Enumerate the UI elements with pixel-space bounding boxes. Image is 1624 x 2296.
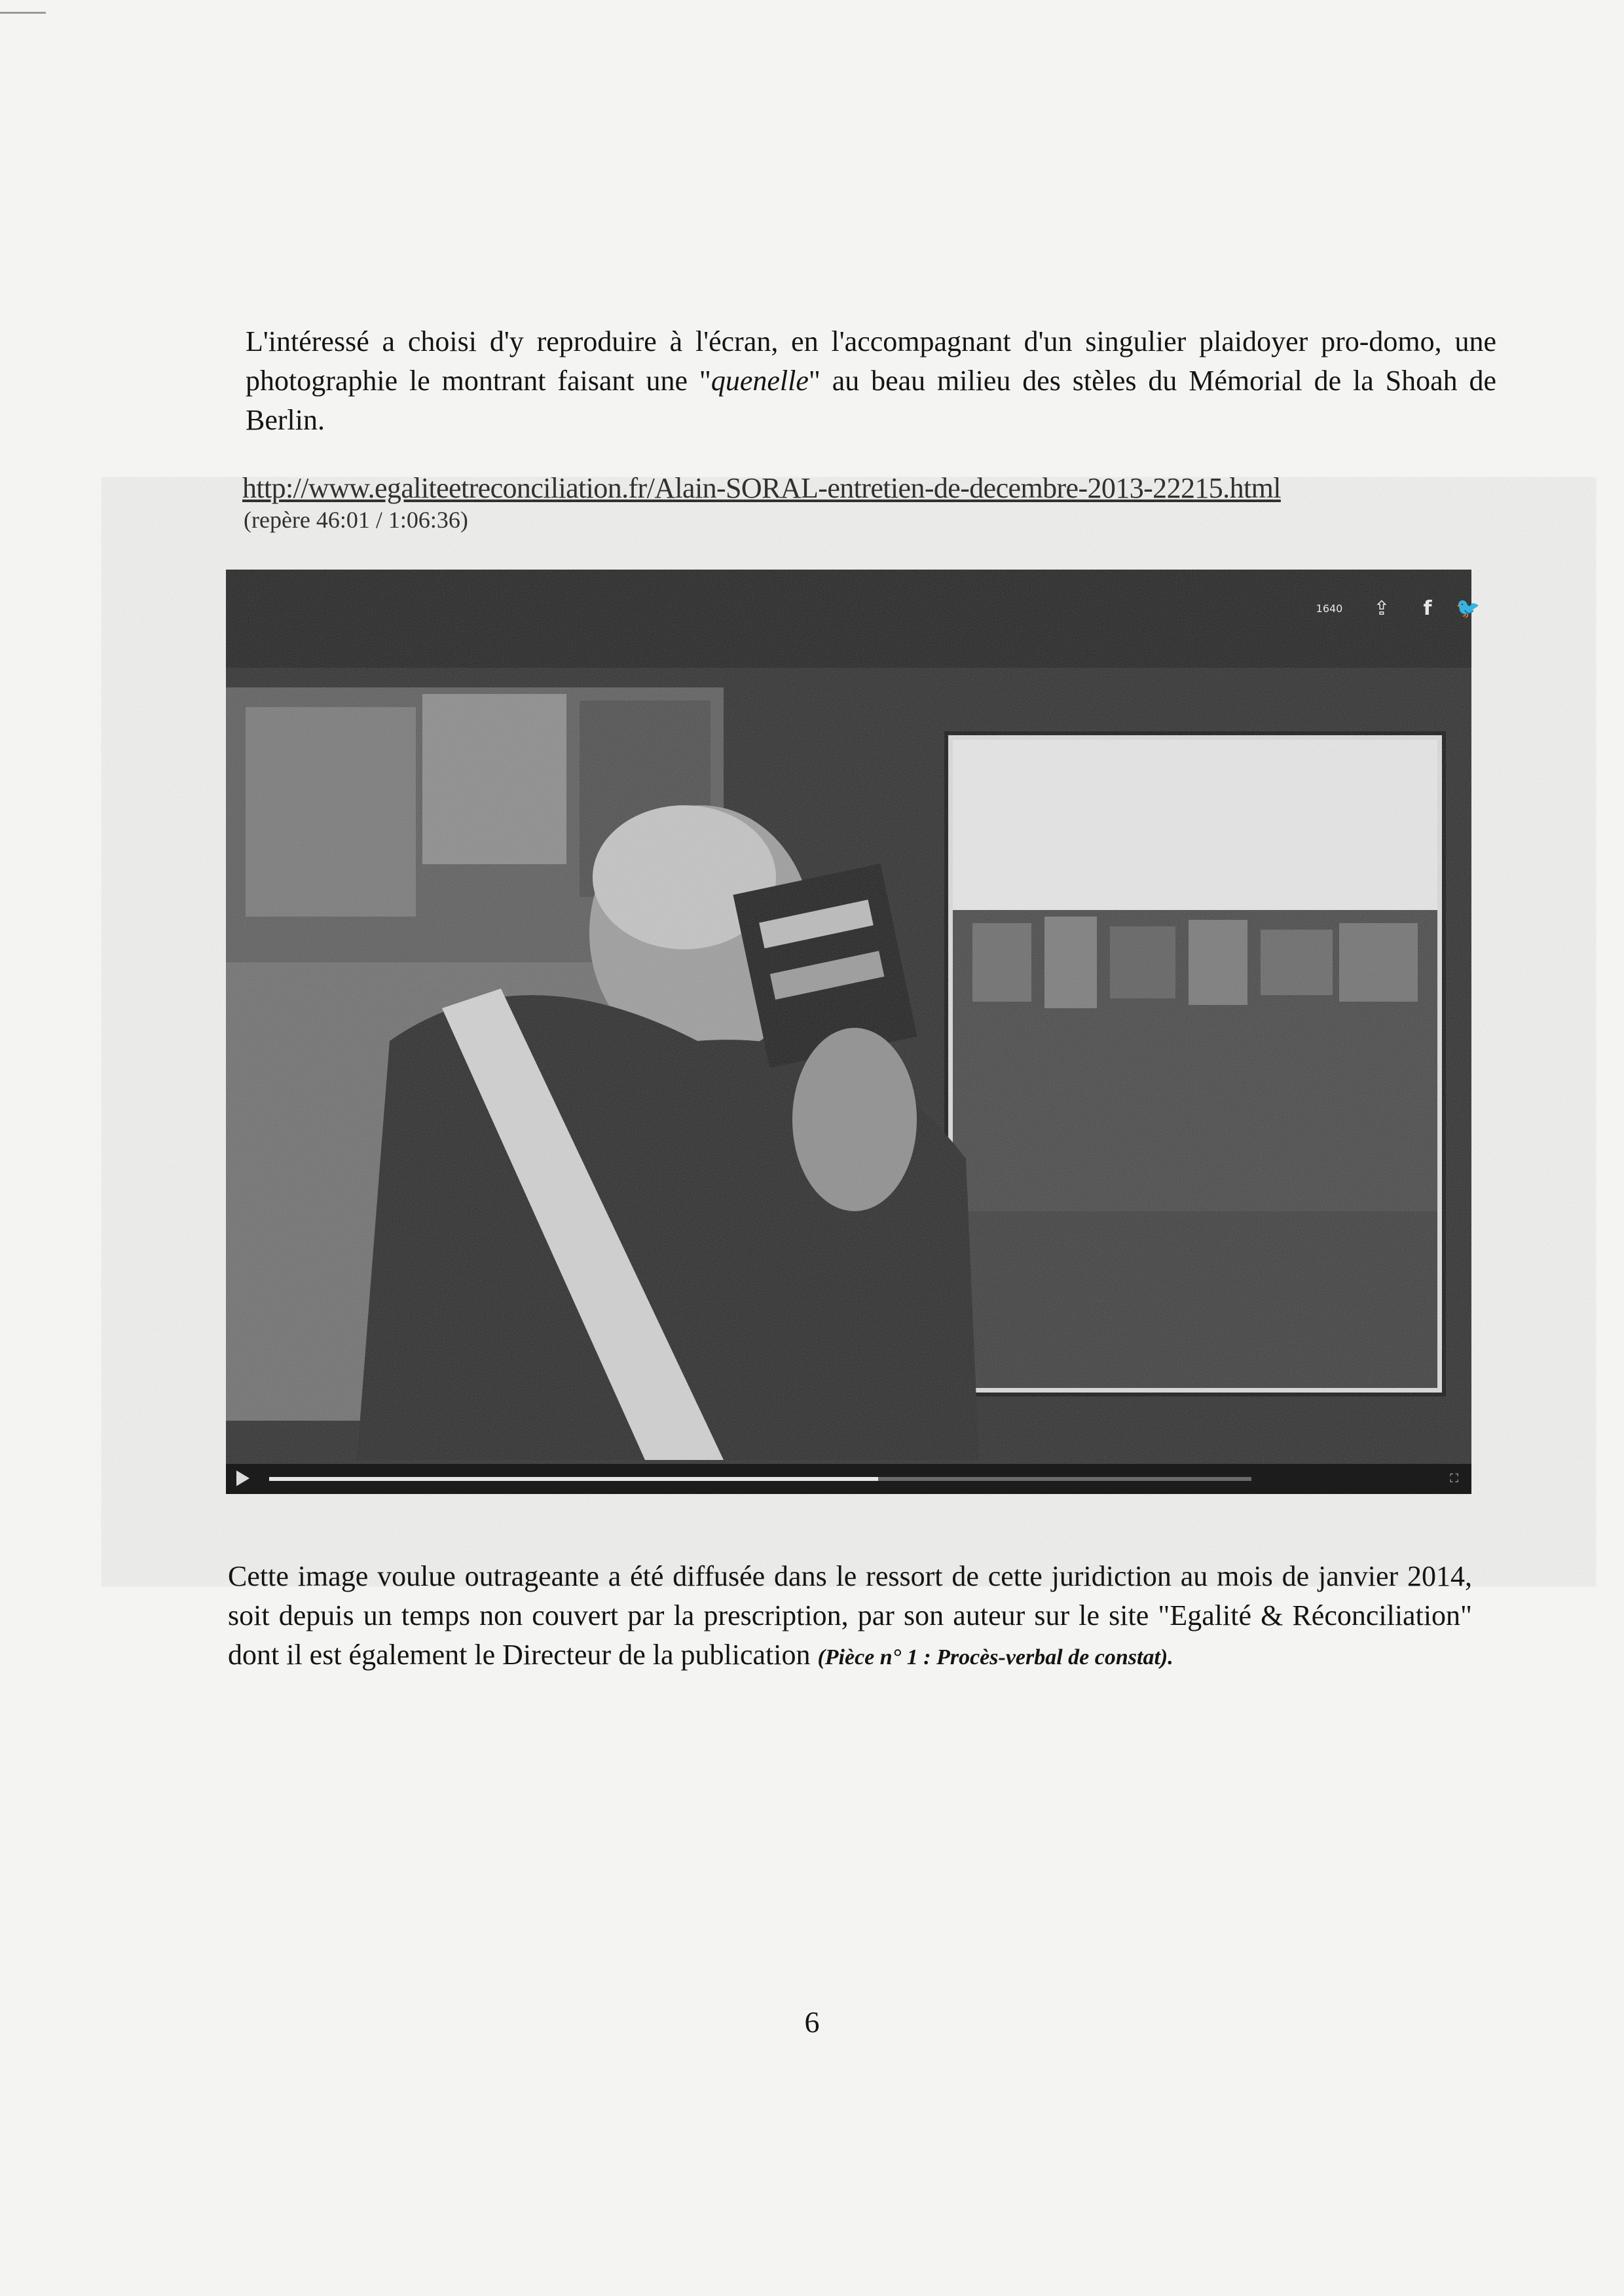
share-count-value: 1640 <box>1316 602 1343 615</box>
progress-fill <box>269 1477 878 1481</box>
fullscreen-icon[interactable]: ⛶ <box>1450 1472 1458 1485</box>
intro-paragraph <box>246 322 1496 440</box>
intro-text-before: L'intéressé a choisi d'y reproduire à l'écran, en l'accompagnant d'un singulier plaidoyer pro-domo, une photographie le montrant faisant une " <box>246 325 1496 397</box>
exhibit-reference: (Pièce n° 1 : Procès-verbal de constat). <box>817 1645 1173 1669</box>
play-icon[interactable] <box>236 1470 249 1486</box>
diffusion-text: Cette image voulue outrageante a été diffusée dans le ressort de cette juridiction au mois de janvier 2014, soit depuis un temps non couvert par la prescription, par son auteur sur le site "Egalité & Réconciliation" dont il est également le Directeur de la publication <box>228 1560 1472 1671</box>
video-screenshot <box>226 570 1481 1494</box>
intro-text-after: " au beau milieu des stèles du Mémorial de la Shoah de Berlin. <box>246 365 1496 436</box>
page-number: 6 <box>804 2005 820 2039</box>
progress-bar[interactable] <box>269 1477 1251 1481</box>
facebook-glyph: f <box>1423 596 1432 620</box>
source-url-link[interactable]: http://www.egaliteetreconciliation.fr/Alain-SORAL-entretien-de-decembre-2013-22215.html <box>242 472 1281 504</box>
share-icon[interactable]: ⇪ <box>1373 596 1390 620</box>
video-controls <box>226 1464 1471 1494</box>
facebook-icon[interactable] <box>1405 585 1450 631</box>
scan-edge-mark <box>0 12 46 14</box>
video-timestamp: (repère 46:01 / 1:06:36) <box>244 507 468 533</box>
photo-scene <box>226 570 1471 1494</box>
quenelle-term: quenelle <box>710 365 809 397</box>
share-count <box>1306 585 1352 631</box>
twitter-glyph: 🐦 <box>1456 596 1481 620</box>
diffusion-paragraph <box>228 1557 1472 1677</box>
twitter-icon[interactable] <box>1445 585 1491 631</box>
